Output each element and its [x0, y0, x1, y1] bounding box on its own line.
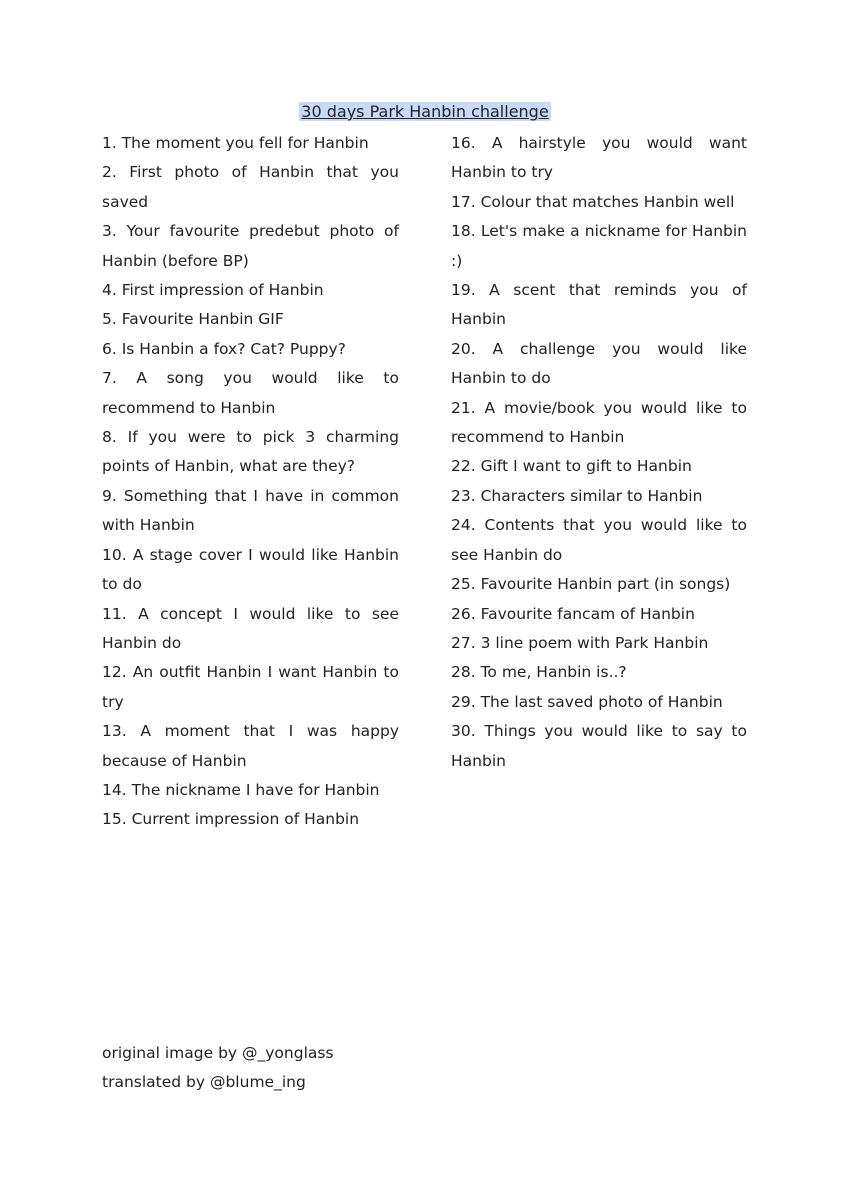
challenge-item: 17. Colour that matches Hanbin well — [451, 192, 735, 211]
challenge-list-right — [451, 129, 747, 776]
challenge-item: 14. The nickname I have for Hanbin — [102, 780, 380, 799]
challenge-item: 6. Is Hanbin a fox? Cat? Puppy? — [102, 339, 346, 358]
challenge-item: 29. The last saved photo of Hanbin — [451, 692, 723, 711]
challenge-item: 24. Contents that you would like to see Hanbin do — [451, 516, 747, 564]
challenge-item: 19. A scent that reminds you of Hanbin — [451, 281, 747, 329]
challenge-item: 11. A concept I would like to see Hanbin do — [102, 604, 399, 652]
challenge-item: 18. Let's make a nickname for Hanbin :) — [451, 222, 747, 270]
challenge-item: 5. Favourite Hanbin GIF — [102, 310, 284, 329]
challenge-item: 8. If you were to pick 3 charming points of Hanbin, what are they? — [102, 428, 399, 476]
credit-translated: translated by @blume_ing — [102, 1073, 306, 1092]
challenge-item: 30. Things you would like to say to Hanbin — [451, 722, 747, 770]
challenge-item: 22. Gift I want to gift to Hanbin — [451, 457, 692, 476]
challenge-item: 23. Characters similar to Hanbin — [451, 486, 703, 505]
challenge-item: 1. The moment you fell for Hanbin — [102, 134, 369, 152]
challenge-item: 3. Your favourite predebut photo of Hanbin (before BP) — [102, 222, 399, 270]
challenge-item: 16. A hairstyle you would want Hanbin to try — [451, 134, 747, 182]
challenge-item: 10. A stage cover I would like Hanbin to do — [102, 545, 399, 594]
document-title-text: 30 days Park Hanbin challenge — [301, 102, 549, 121]
challenge-item: 13. A moment that I was happy because of Hanbin — [102, 722, 399, 770]
challenge-item: 4. First impression of Hanbin — [102, 281, 324, 300]
challenge-item: 27. 3 line poem with Park Hanbin — [451, 633, 709, 652]
challenge-item: 25. Favourite Hanbin part (in songs) — [451, 575, 731, 594]
credit-original: original image by @_yonglass — [102, 1044, 334, 1062]
challenge-item: 7. A song you would like to recommend to Hanbin — [102, 369, 399, 417]
challenge-item: 9. Something that I have in common with Hanbin — [102, 486, 399, 535]
document-title — [0, 101, 850, 123]
challenge-item: 15. Current impression of Hanbin — [102, 810, 360, 829]
credits — [102, 1039, 334, 1098]
challenge-item: 20. A challenge you would like Hanbin to do — [451, 339, 747, 388]
challenge-list-left — [102, 129, 399, 835]
challenge-item: 2. First photo of Hanbin that you saved — [102, 163, 399, 211]
challenge-item: 26. Favourite fancam of Hanbin — [451, 604, 695, 623]
challenge-item: 12. An outfit Hanbin I want Hanbin to try — [102, 663, 399, 711]
challenge-item: 28. To me, Hanbin is..? — [451, 663, 627, 682]
challenge-item: 21. A movie/book you would like to recommend to Hanbin — [451, 398, 747, 447]
